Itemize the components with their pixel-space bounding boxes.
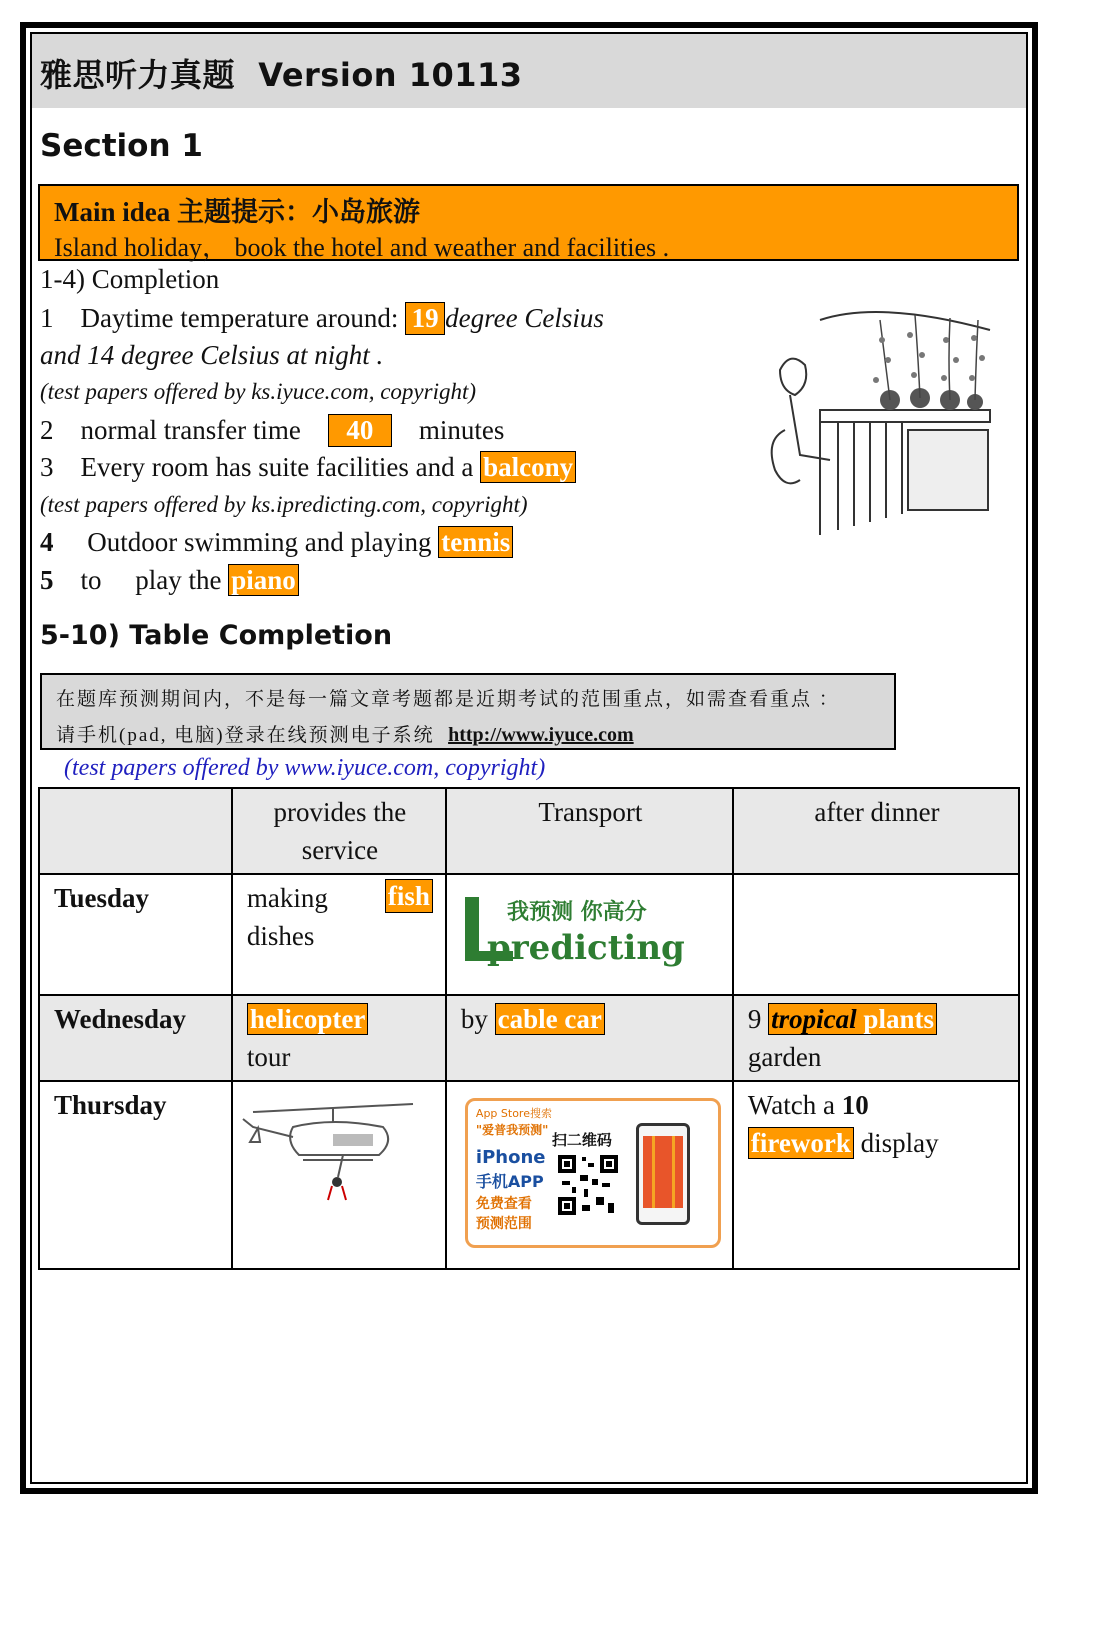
q1-answer: 19 (405, 302, 445, 335)
header-service: provides the service (232, 788, 446, 874)
helicopter-illustration (233, 1082, 445, 1202)
q1-line2: and 14 degree Celsius at night . (40, 340, 384, 370)
question-3 (40, 452, 576, 483)
phone-icon (636, 1123, 690, 1225)
balcony-illustration (750, 300, 1000, 550)
table-row (39, 1081, 1019, 1269)
q8-answer: cable car (495, 1003, 605, 1035)
qr-code-icon (556, 1153, 620, 1217)
q4-text: Outdoor swimming and playing (87, 527, 432, 557)
day-thursday: Thursday (39, 1081, 232, 1269)
q6-answer: fish (385, 879, 433, 913)
tuesday-service: making fish dishes (232, 874, 446, 995)
page-title (40, 50, 523, 96)
q4-answer: tennis (438, 526, 513, 558)
tuesday-transport (446, 874, 733, 995)
header-after-dinner: after dinner (733, 788, 1019, 874)
copyright-1: (test papers offered by ks.iyuce.com, copyright) (40, 379, 477, 404)
question-5 (40, 565, 299, 596)
notice-line2 (56, 720, 634, 747)
main-idea-line1: Main idea 主题提示：小岛旅游 (54, 197, 421, 227)
q3-number: 3 (40, 452, 54, 482)
question-2 (40, 414, 504, 447)
q2-text: normal transfer time (80, 415, 301, 445)
main-idea-box (38, 184, 1019, 261)
schedule-table (38, 787, 1020, 1270)
thursday-service (232, 1081, 446, 1269)
notice-line1: 在题库预测期间内，不是每一篇文章考题都是近期考试的范围重点，如需查看重点 ： (56, 689, 840, 710)
main-idea-line2: Island holiday， book the hotel and weather and facilities . (54, 233, 670, 262)
notice-box (40, 673, 896, 750)
svg-text:我预测 你高分: 我预测 你高分 (506, 900, 647, 925)
thursday-after-dinner: Watch a 10 firework display (733, 1081, 1019, 1269)
copyright-3: (test papers offered by www.iyuce.com, copyright) (64, 755, 546, 781)
header-transport: Transport (446, 788, 733, 874)
thursday-transport (446, 1081, 733, 1269)
day-tuesday: Tuesday (39, 874, 232, 995)
q3-answer: balcony (480, 451, 576, 483)
copyright-2: (test papers offered by ks.ipredicting.com, copyright) (40, 492, 528, 517)
part2-heading: 5-10) Table Completion (40, 620, 393, 651)
q5-to: to (80, 565, 102, 595)
q9-answer: tropical plants (768, 1003, 937, 1035)
q1-after: degree Celsius (445, 303, 604, 333)
section-title: Section 1 (40, 128, 203, 164)
question-1 (40, 302, 604, 335)
svg-text:predicting: predicting (486, 928, 685, 968)
title-version: Version 10113 (258, 56, 523, 94)
tuesday-after-dinner (733, 874, 1019, 995)
day-wednesday: Wednesday (39, 995, 232, 1081)
q7-answer: helicopter (247, 1003, 368, 1035)
question-4 (40, 527, 513, 558)
wednesday-after-dinner: 9 tropical plants garden (733, 995, 1019, 1081)
q1-number: 1 (40, 303, 54, 333)
part1-heading: 1-4) Completion (40, 264, 220, 294)
table-header-row (39, 788, 1019, 874)
app-qr-banner: App Store搜索 "爱普我预测" iPhone 手机APP 免费查看 预测范围 扫二维码 (465, 1098, 721, 1248)
q3-text: Every room has suite facilities and a (80, 452, 474, 482)
q5-number: 5 (40, 565, 54, 595)
q5-answer: piano (228, 564, 299, 596)
q2-number: 2 (40, 415, 54, 445)
q4-number: 4 (40, 527, 54, 557)
wednesday-transport: by cable car (446, 995, 733, 1081)
q1-text: Daytime temperature around: (80, 303, 399, 333)
q2-after: minutes (418, 415, 505, 445)
header-empty (39, 788, 232, 874)
q2-answer: 40 (328, 414, 392, 447)
iyuce-link[interactable]: http://www.iyuce.com (448, 724, 634, 746)
q10-answer: firework (748, 1127, 854, 1159)
notice-line2-text: 请手机(pad, 电脑)登录在线预测电子系统 (56, 725, 435, 746)
table-row (39, 874, 1019, 995)
q5-text: play the (135, 565, 222, 595)
wednesday-service: helicopter tour (232, 995, 446, 1081)
title-cn: 雅思听力真题 (40, 56, 236, 94)
table-row (39, 995, 1019, 1081)
ipredicting-logo (447, 875, 732, 987)
